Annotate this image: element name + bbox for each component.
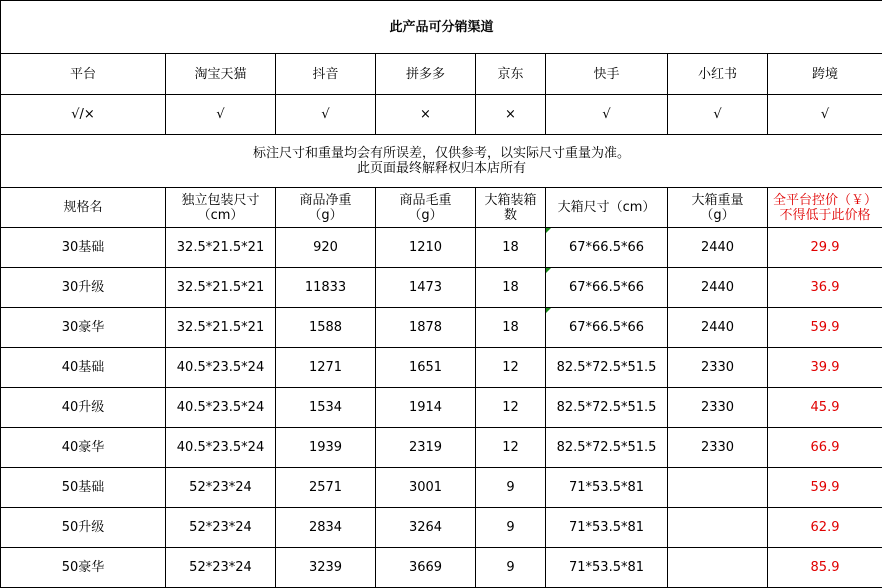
cell-spec: 50升级 bbox=[1, 508, 166, 548]
cell-spec: 40升级 bbox=[1, 388, 166, 428]
cell-box-size: 71*53.5*81 bbox=[546, 548, 668, 588]
col-box-qty-label: 大箱装箱 bbox=[476, 193, 545, 208]
cell-net-weight: 1271 bbox=[276, 348, 376, 388]
cell-net-weight: 920 bbox=[276, 228, 376, 268]
cell-spec: 40基础 bbox=[1, 348, 166, 388]
cell-box-weight: 2440 bbox=[668, 268, 768, 308]
table-row bbox=[1, 308, 882, 348]
cell-box-qty: 18 bbox=[476, 308, 546, 348]
col-box-qty-header bbox=[476, 188, 546, 228]
cell-box-weight bbox=[668, 548, 768, 588]
cell-box-size: 82.5*72.5*51.5 bbox=[546, 428, 668, 468]
title-row bbox=[1, 1, 882, 54]
cell-price: 36.9 bbox=[768, 268, 882, 308]
cell-marker-triangle bbox=[546, 308, 551, 313]
col-box-weight-label: 大箱重量 bbox=[668, 193, 767, 208]
cell-net-weight: 11833 bbox=[276, 268, 376, 308]
cell-box-size bbox=[546, 228, 668, 268]
status-crossborder: √ bbox=[768, 95, 882, 135]
cell-net-weight: 2571 bbox=[276, 468, 376, 508]
cell-gross-weight: 2319 bbox=[376, 428, 476, 468]
cell-pack-size: 32.5*21.5*21 bbox=[166, 308, 276, 348]
col-net-weight-header bbox=[276, 188, 376, 228]
disclaimer-line-1: 标注尺寸和重量均会有所误差，仅供参考，以实际尺寸重量为准。 bbox=[1, 146, 882, 161]
cell-price: 59.9 bbox=[768, 468, 882, 508]
cell-marker-triangle bbox=[546, 228, 551, 233]
cell-price: 59.9 bbox=[768, 308, 882, 348]
cell-spec: 30豪华 bbox=[1, 308, 166, 348]
col-pack-size-label: 独立包装尺寸 bbox=[166, 193, 275, 208]
cell-box-weight bbox=[668, 508, 768, 548]
cell-pack-size: 40.5*23.5*24 bbox=[166, 388, 276, 428]
cell-pack-size: 32.5*21.5*21 bbox=[166, 228, 276, 268]
cell-box-qty: 12 bbox=[476, 348, 546, 388]
cell-box-qty: 18 bbox=[476, 228, 546, 268]
col-box-weight-header bbox=[668, 188, 768, 228]
cell-box-weight: 2330 bbox=[668, 348, 768, 388]
cell-box-weight bbox=[668, 468, 768, 508]
cell-net-weight: 1588 bbox=[276, 308, 376, 348]
status-kuaishou: √ bbox=[546, 95, 668, 135]
cell-price: 29.9 bbox=[768, 228, 882, 268]
status-row bbox=[1, 95, 882, 135]
cell-box-qty: 18 bbox=[476, 268, 546, 308]
cell-spec: 40豪华 bbox=[1, 428, 166, 468]
status-taobao: √ bbox=[166, 95, 276, 135]
cell-pack-size: 40.5*23.5*24 bbox=[166, 428, 276, 468]
cell-box-qty: 9 bbox=[476, 508, 546, 548]
table-row bbox=[1, 548, 882, 588]
col-pack-size-header bbox=[166, 188, 276, 228]
platform-xiaohongshu: 小红书 bbox=[668, 54, 768, 95]
cell-box-weight: 2440 bbox=[668, 228, 768, 268]
cell-box-size: 71*53.5*81 bbox=[546, 508, 668, 548]
column-header-row bbox=[1, 188, 882, 228]
cell-box-size: 71*53.5*81 bbox=[546, 468, 668, 508]
platform-crossborder: 跨境 bbox=[768, 54, 882, 95]
status-douyin: √ bbox=[276, 95, 376, 135]
col-spec-header: 规格名 bbox=[1, 188, 166, 228]
table-row bbox=[1, 228, 882, 268]
cell-net-weight: 1939 bbox=[276, 428, 376, 468]
note-row bbox=[1, 135, 882, 188]
cell-spec: 50基础 bbox=[1, 468, 166, 508]
col-net-weight-label: 商品净重 bbox=[276, 193, 375, 208]
cell-gross-weight: 3264 bbox=[376, 508, 476, 548]
platform-row bbox=[1, 54, 882, 95]
cell-spec: 30基础 bbox=[1, 228, 166, 268]
col-box-weight-unit: （g） bbox=[668, 208, 767, 223]
cell-gross-weight: 1914 bbox=[376, 388, 476, 428]
cell-price: 62.9 bbox=[768, 508, 882, 548]
cell-marker-triangle bbox=[546, 268, 551, 273]
cell-box-size bbox=[546, 268, 668, 308]
table-row bbox=[1, 508, 882, 548]
cell-box-weight: 2330 bbox=[668, 388, 768, 428]
col-pack-size-unit: （cm） bbox=[166, 208, 275, 223]
cell-box-qty: 12 bbox=[476, 388, 546, 428]
col-price-label: 全平台控价（￥） bbox=[768, 193, 882, 208]
status-xiaohongshu: √ bbox=[668, 95, 768, 135]
table-row bbox=[1, 428, 882, 468]
status-row-label: √/× bbox=[1, 95, 166, 135]
col-price-note: 不得低于此价格 bbox=[768, 208, 882, 223]
cell-net-weight: 2834 bbox=[276, 508, 376, 548]
cell-pack-size: 32.5*21.5*21 bbox=[166, 268, 276, 308]
cell-price: 85.9 bbox=[768, 548, 882, 588]
col-box-qty-unit: 数 bbox=[476, 208, 545, 223]
platform-kuaishou: 快手 bbox=[546, 54, 668, 95]
cell-box-weight: 2440 bbox=[668, 308, 768, 348]
col-box-size-header: 大箱尺寸（cm） bbox=[546, 188, 668, 228]
col-gross-weight-unit: （g） bbox=[376, 208, 475, 223]
page-title: 此产品可分销渠道 bbox=[1, 1, 882, 54]
col-price-header bbox=[768, 188, 882, 228]
platform-douyin: 抖音 bbox=[276, 54, 376, 95]
table-row bbox=[1, 468, 882, 508]
cell-gross-weight: 1473 bbox=[376, 268, 476, 308]
table-row bbox=[1, 348, 882, 388]
cell-spec: 30升级 bbox=[1, 268, 166, 308]
cell-price: 39.9 bbox=[768, 348, 882, 388]
col-gross-weight-header bbox=[376, 188, 476, 228]
status-pinduoduo: × bbox=[376, 95, 476, 135]
cell-net-weight: 3239 bbox=[276, 548, 376, 588]
cell-box-qty: 12 bbox=[476, 428, 546, 468]
col-gross-weight-label: 商品毛重 bbox=[376, 193, 475, 208]
disclaimer-line-2: 此页面最终解释权归本店所有 bbox=[1, 161, 882, 176]
cell-gross-weight: 1210 bbox=[376, 228, 476, 268]
cell-box-qty: 9 bbox=[476, 548, 546, 588]
cell-gross-weight: 3001 bbox=[376, 468, 476, 508]
cell-box-size: 82.5*72.5*51.5 bbox=[546, 348, 668, 388]
cell-box-size-value: 67*66.5*66 bbox=[569, 280, 644, 295]
platform-pinduoduo: 拼多多 bbox=[376, 54, 476, 95]
status-jd: × bbox=[476, 95, 546, 135]
disclaimer-note bbox=[1, 135, 882, 188]
cell-box-size-value: 67*66.5*66 bbox=[569, 320, 644, 335]
cell-box-qty: 9 bbox=[476, 468, 546, 508]
cell-price: 45.9 bbox=[768, 388, 882, 428]
cell-pack-size: 52*23*24 bbox=[166, 508, 276, 548]
platform-taobao: 淘宝天猫 bbox=[166, 54, 276, 95]
cell-pack-size: 52*23*24 bbox=[166, 468, 276, 508]
cell-box-weight: 2330 bbox=[668, 428, 768, 468]
cell-gross-weight: 3669 bbox=[376, 548, 476, 588]
cell-net-weight: 1534 bbox=[276, 388, 376, 428]
cell-box-size bbox=[546, 308, 668, 348]
cell-price: 66.9 bbox=[768, 428, 882, 468]
col-net-weight-unit: （g） bbox=[276, 208, 375, 223]
platform-jd: 京东 bbox=[476, 54, 546, 95]
cell-box-size: 82.5*72.5*51.5 bbox=[546, 388, 668, 428]
cell-spec: 50豪华 bbox=[1, 548, 166, 588]
cell-box-size-value: 67*66.5*66 bbox=[569, 240, 644, 255]
cell-pack-size: 40.5*23.5*24 bbox=[166, 348, 276, 388]
cell-pack-size: 52*23*24 bbox=[166, 548, 276, 588]
platform-row-label: 平台 bbox=[1, 54, 166, 95]
cell-gross-weight: 1878 bbox=[376, 308, 476, 348]
table-row bbox=[1, 388, 882, 428]
cell-gross-weight: 1651 bbox=[376, 348, 476, 388]
table-row bbox=[1, 268, 882, 308]
